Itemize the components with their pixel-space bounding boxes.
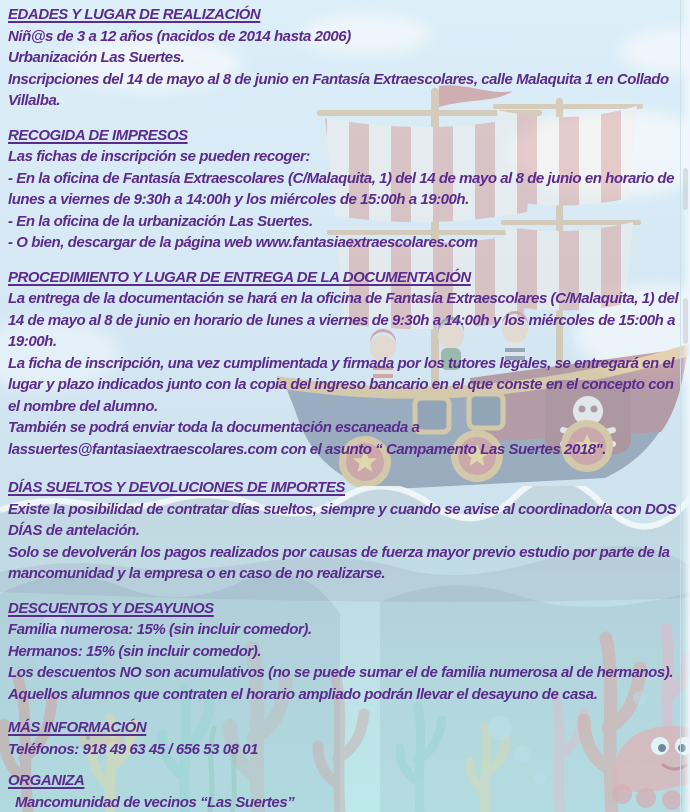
section-edades-y-lugar (8, 4, 682, 112)
paragraph: Urbanización Las Suertes. (8, 49, 185, 66)
section-organiza (8, 770, 682, 812)
section-heading: MÁS INFORMACIÓN (8, 719, 147, 736)
paragraph: La ficha de inscripción, una vez cumplimentada y firmada por los tutores legales, se entregará en el lugar y plazo indicados junto con la copia del ingreso bancario en el que conste en el concepto con el nombre del alumno. (8, 354, 675, 415)
section-procedimiento-entrega (8, 267, 682, 461)
paragraph: Aquellos alumnos que contraten el horario ampliado podrán llevar el desayuno de casa. (8, 685, 598, 703)
section-heading: RECOGIDA DE IMPRESOS (8, 126, 188, 144)
section-recogida-de-impresos (8, 125, 682, 254)
section-mas-informacion (8, 717, 682, 760)
paragraph: - En la oficina de Fantasía Extraescolares (C/Malaquita, 1) del 14 de mayo al 8 de junio en horario de lunes a viernes de 9:30h a 14:00h y los miércoles de 15:00h a 19:00h. (8, 169, 674, 208)
section-heading: PROCEDIMIENTO Y LUGAR DE ENTREGA DE LA DOCUMENTACIÓN (8, 268, 471, 286)
paragraph: Niñ@s de 3 a 12 años (nacidos de 2014 hasta 2006) (8, 27, 351, 45)
paragraph: - En la oficina de la urbanización Las Suertes. (8, 212, 313, 230)
section-heading: DESCUENTOS Y DESAYUNOS (8, 599, 214, 617)
paragraph: Las fichas de inscripción se pueden recoger: (8, 148, 310, 165)
paragraph: La entrega de la documentación se hará en la oficina de Fantasía Extraescolares (C/Malaquita, 1) del 14 de mayo al 8 de junio en horario de lunes a viernes de 9:30h a 14:00h y los miércoles de 15:00h a 19:00h. (8, 290, 679, 350)
paragraph: Solo se devolverán los pagos realizados por causas de fuerza mayor previo estudio por parte de la mancomunidad y la empresa o en caso de no realizarse. (8, 543, 670, 582)
paragraph: Hermanos: 15% (sin incluir comedor). (8, 642, 262, 660)
section-heading: DÍAS SUELTOS Y DEVOLUCIONES DE IMPORTES (8, 479, 345, 496)
section-descuentos-desayunos (8, 598, 682, 706)
section-heading: ORGANIZA (8, 772, 85, 789)
paragraph-organizador: Mancomunidad de vecinos “Las Suertes” (15, 793, 295, 811)
section-heading: EDADES Y LUGAR DE REALIZACIÓN (8, 6, 261, 23)
paragraph: Familia numerosa: 15% (sin incluir comedor). (8, 621, 312, 638)
paragraph-telefonos: Teléfonos: 918 49 63 45 / 656 53 08 01 (8, 740, 259, 758)
paragraph: Inscripciones del 14 de mayo al 8 de junio en Fantasía Extraescolares, calle Malaquita 1 en Collado Villalba. (8, 70, 669, 109)
paragraph: También se podrá enviar toda la documentación escaneada a lassuertes@fantasiaextraescolares.com con el asunto “ Campamento Las Suertes 2018". (8, 419, 606, 458)
section-dias-sueltos-devoluciones (8, 477, 682, 585)
paragraph: Los descuentos NO son acumulativos (no se puede sumar el de familia numerosa al de hermanos). (8, 664, 674, 681)
paragraph: - O bien, descargar de la página web www.fantasiaextraescolares.com (8, 234, 478, 251)
paragraph: Existe la posibilidad de contratar días sueltos, siempre y cuando se avise al coordinador/a con DOS DÍAS de antelación. (8, 500, 677, 539)
